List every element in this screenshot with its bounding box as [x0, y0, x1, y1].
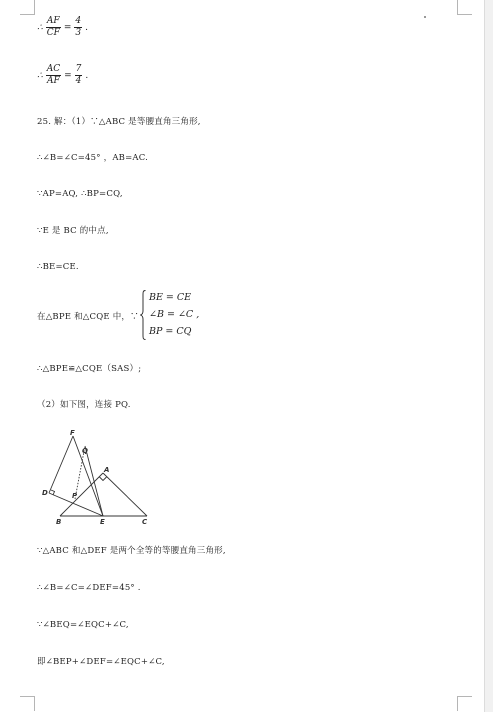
left-brace-icon — [140, 290, 146, 340]
solution-line-4: ∵E 是 BC 的中点, — [37, 226, 109, 236]
label-e: E — [100, 518, 105, 526]
numerator: AC — [46, 64, 61, 74]
solution-line-7: ∴△BPE≌△CQE（SAS）; — [37, 364, 142, 374]
segment-fd — [49, 436, 73, 493]
crop-mark-top-left — [20, 0, 35, 15]
fraction-7-4 — [75, 64, 83, 87]
solution-line-12: 即∠BEP+∠DEF=∠EQC+∠C, — [37, 657, 165, 667]
solution-line-8: （2）如下图，连接 PQ. — [37, 400, 131, 410]
denominator: AF — [47, 76, 60, 86]
segment-eq — [85, 446, 103, 516]
equals-sign: = — [63, 22, 72, 33]
fraction-line-2 — [37, 64, 88, 87]
fraction-line-1 — [37, 16, 88, 39]
segment-ba — [60, 473, 103, 516]
therefore-symbol: ∴ — [37, 70, 43, 81]
solution-line-1: 25. 解：（1）∵△ABC 是等腰直角三角形, — [37, 117, 201, 127]
right-angle-mark-a — [100, 477, 107, 481]
label-q: Q — [82, 447, 88, 455]
period: . — [85, 22, 89, 33]
segment-ac — [103, 473, 147, 516]
fraction-af-cf — [46, 16, 61, 39]
geometry-figure — [37, 426, 157, 526]
numerator: 7 — [75, 64, 82, 74]
denominator: CF — [46, 28, 60, 38]
label-p: P — [72, 492, 78, 500]
numerator: AF — [46, 16, 60, 26]
solution-line-2: ∴∠B=∠C=45° ，AB=AC. — [37, 153, 149, 163]
fraction-ac-af — [46, 64, 61, 87]
label-a: A — [104, 466, 110, 474]
label-b: B — [56, 518, 62, 526]
solution-line-6-prefix: 在△BPE 和△CQE 中，∵ — [37, 312, 139, 322]
window-right-edge[interactable] — [484, 0, 493, 712]
period: . — [85, 70, 89, 81]
therefore-symbol: ∴ — [37, 22, 43, 33]
solution-line-10: ∴∠B=∠C=∠DEF=45° . — [37, 583, 141, 593]
label-d: D — [42, 489, 48, 497]
segment-fe — [73, 436, 103, 516]
equation-row-3: BP = CQ — [149, 326, 192, 337]
equation-row-2: ∠B = ∠C , — [149, 309, 200, 320]
denominator: 4 — [75, 76, 82, 86]
equals-sign: = — [64, 70, 72, 81]
page-dot — [424, 16, 426, 18]
crop-mark-top-right — [457, 0, 472, 15]
label-c: C — [142, 518, 148, 526]
crop-mark-bottom-left — [20, 696, 35, 711]
fraction-4-3 — [74, 16, 82, 39]
solution-line-9: ∵△ABC 和△DEF 是两个全等的等腰直角三角形, — [37, 546, 226, 556]
denominator: 3 — [75, 28, 82, 38]
solution-line-5: ∴BE=CE. — [37, 262, 79, 272]
label-f: F — [70, 429, 75, 437]
solution-line-11: ∵∠BEQ=∠EQC+∠C, — [37, 620, 129, 630]
equation-row-1: BE = CE — [149, 292, 192, 303]
numerator: 4 — [75, 16, 82, 26]
crop-mark-bottom-right — [457, 696, 472, 711]
solution-line-3: ∵AP=AQ, ∴BP=CQ, — [37, 189, 123, 199]
